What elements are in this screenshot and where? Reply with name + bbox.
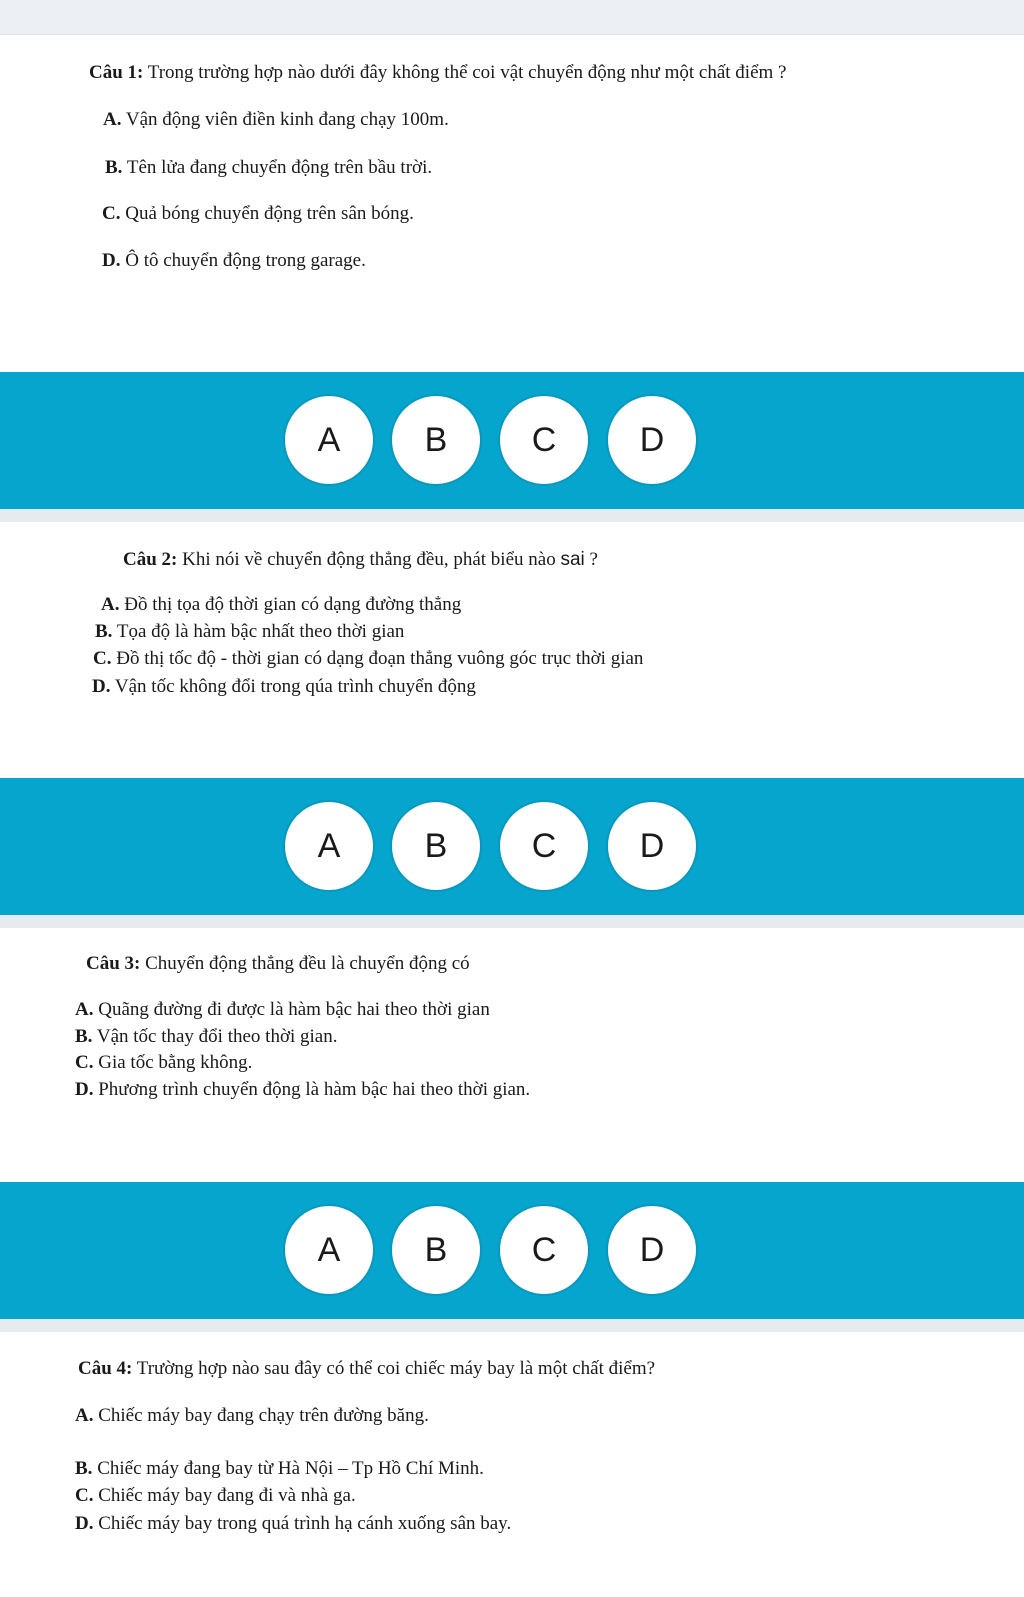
question-text: Trường hợp nào sau đây có thể coi chiếc máy bay là một chất điểm? bbox=[132, 1358, 656, 1379]
option-text: Vận tốc không đổi trong qúa trình chuyển động bbox=[110, 676, 476, 697]
option-text: Chiếc máy bay đang đi và nhà ga. bbox=[93, 1485, 356, 1506]
question-1-title bbox=[89, 62, 786, 84]
option-letter: D. bbox=[102, 250, 121, 271]
top-bar bbox=[0, 0, 1024, 35]
question-text: Khi nói về chuyển động thẳng đều, phát biểu nào bbox=[177, 549, 561, 570]
divider bbox=[0, 509, 1024, 522]
option-letter: B. bbox=[75, 1458, 93, 1479]
option-letter: D. bbox=[92, 676, 111, 697]
question-1-option-a bbox=[103, 109, 449, 131]
answer-button-c[interactable]: C bbox=[498, 1204, 590, 1296]
option-letter: A. bbox=[75, 1405, 94, 1426]
answer-button-a[interactable]: A bbox=[283, 1204, 375, 1296]
option-text: Quãng đường đi được là hàm bậc hai theo thời gian bbox=[93, 999, 490, 1020]
option-text: Đồ thị tọa độ thời gian có dạng đường thẳng bbox=[119, 594, 462, 615]
question-2-title bbox=[123, 549, 598, 571]
option-text: Vận động viên điền kinh đang chạy 100m. bbox=[121, 109, 449, 130]
question-text: Chuyển động thẳng đều là chuyển động có bbox=[140, 953, 470, 974]
question-4-option-c bbox=[75, 1485, 356, 1507]
option-letter: B. bbox=[105, 157, 123, 178]
question-2-option-c bbox=[93, 648, 643, 670]
question-3-option-d bbox=[75, 1079, 530, 1101]
option-text: Chiếc máy đang bay từ Hà Nội – Tp Hồ Chí Minh. bbox=[92, 1458, 484, 1479]
option-letter: B. bbox=[95, 621, 113, 642]
question-emphasis: sai bbox=[560, 549, 585, 570]
question-2-option-a bbox=[101, 594, 461, 616]
option-text: Đồ thị tốc độ - thời gian có dạng đoạn thẳng vuông góc trục thời gian bbox=[111, 648, 644, 669]
answer-button-d[interactable]: D bbox=[606, 1204, 698, 1296]
answer-button-d[interactable]: D bbox=[606, 800, 698, 892]
question-number: Câu 2: bbox=[123, 549, 178, 570]
option-text: Quả bóng chuyển động trên sân bóng. bbox=[120, 203, 414, 224]
question-text: Trong trường hợp nào dưới đây không thể coi vật chuyển động như một chất điểm ? bbox=[143, 62, 787, 83]
answer-button-b[interactable]: B bbox=[390, 1204, 482, 1296]
option-letter: D. bbox=[75, 1513, 94, 1534]
option-letter: A. bbox=[101, 594, 120, 615]
question-end: ? bbox=[584, 549, 598, 570]
question-number: Câu 1: bbox=[89, 62, 144, 83]
question-4-title bbox=[78, 1358, 655, 1380]
option-text: Vận tốc thay đổi theo thời gian. bbox=[92, 1026, 338, 1047]
option-letter: C. bbox=[93, 648, 112, 669]
option-letter: C. bbox=[102, 203, 121, 224]
answer-button-b[interactable]: B bbox=[390, 800, 482, 892]
question-3-option-a bbox=[75, 999, 490, 1021]
answer-button-d[interactable]: D bbox=[606, 394, 698, 486]
option-text: Ô tô chuyển động trong garage. bbox=[120, 250, 366, 271]
option-letter: C. bbox=[75, 1052, 94, 1073]
option-text: Phương trình chuyển động là hàm bậc hai theo thời gian. bbox=[93, 1079, 531, 1100]
question-2-option-b bbox=[95, 621, 404, 643]
question-4-option-b bbox=[75, 1458, 484, 1480]
question-3-title bbox=[86, 953, 470, 975]
option-letter: C. bbox=[75, 1485, 94, 1506]
option-letter: D. bbox=[75, 1079, 94, 1100]
option-text: Chiếc máy bay đang chạy trên đường băng. bbox=[93, 1405, 429, 1426]
option-text: Chiếc máy bay trong quá trình hạ cánh xuống sân bay. bbox=[93, 1513, 512, 1534]
question-3-option-b bbox=[75, 1026, 337, 1048]
answer-button-b[interactable]: B bbox=[390, 394, 482, 486]
answer-button-c[interactable]: C bbox=[498, 800, 590, 892]
answer-button-a[interactable]: A bbox=[283, 800, 375, 892]
question-2-option-d bbox=[92, 676, 476, 698]
answer-button-a[interactable]: A bbox=[283, 394, 375, 486]
answer-button-c[interactable]: C bbox=[498, 394, 590, 486]
question-number: Câu 3: bbox=[86, 953, 141, 974]
option-text: Tên lửa đang chuyển động trên bầu trời. bbox=[122, 157, 433, 178]
option-text: Tọa độ là hàm bậc nhất theo thời gian bbox=[112, 621, 405, 642]
answer-bar-2 bbox=[0, 778, 1024, 915]
question-3-option-c bbox=[75, 1052, 252, 1074]
answer-bar-1 bbox=[0, 372, 1024, 509]
answer-bar-3 bbox=[0, 1182, 1024, 1319]
divider bbox=[0, 1319, 1024, 1332]
option-letter: A. bbox=[103, 109, 122, 130]
question-4-option-d bbox=[75, 1513, 511, 1535]
question-1-option-d bbox=[102, 250, 366, 272]
question-number: Câu 4: bbox=[78, 1358, 133, 1379]
divider bbox=[0, 915, 1024, 928]
option-text: Gia tốc bằng không. bbox=[93, 1052, 253, 1073]
question-1-option-b bbox=[105, 157, 432, 179]
question-1-option-c bbox=[102, 203, 414, 225]
option-letter: B. bbox=[75, 1026, 93, 1047]
option-letter: A. bbox=[75, 999, 94, 1020]
question-4-option-a bbox=[75, 1405, 429, 1427]
